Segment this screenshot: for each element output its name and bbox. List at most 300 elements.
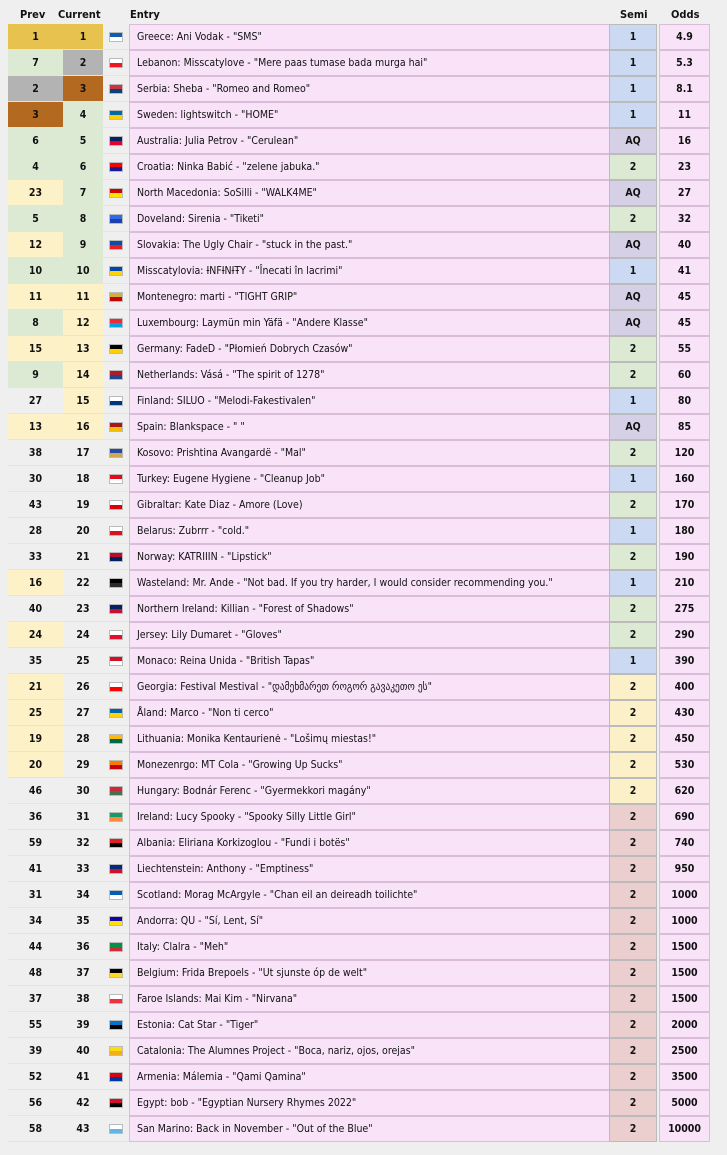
semi-final: 2 (609, 934, 657, 960)
current-rank: 8 (63, 206, 103, 232)
entry-name: Finland: SILUO - "Melodi-Fakestivalen" (129, 388, 611, 414)
prev-rank: 55 (8, 1012, 63, 1038)
flag-icon-image (109, 812, 123, 822)
semi-final: 2 (609, 908, 657, 934)
current-rank: 17 (63, 440, 103, 466)
current-rank: 41 (63, 1064, 103, 1090)
odds-value: 1500 (659, 934, 710, 960)
current-rank: 12 (63, 310, 103, 336)
entry-name: Catalonia: The Alumnes Project - "Boca, nariz, ojos, orejas" (129, 1038, 611, 1064)
entry-name: Doveland: Sirenia - "Tiketi" (129, 206, 611, 232)
header-entry: Entry (130, 8, 160, 21)
prev-rank: 13 (8, 414, 63, 440)
odds-value: 32 (659, 206, 710, 232)
flag-icon (103, 388, 129, 414)
semi-final: 2 (609, 752, 657, 778)
current-rank: 33 (63, 856, 103, 882)
entry-name: Italy: Clalra - "Meh" (129, 934, 611, 960)
entry-name: Netherlands: Vásá - "The spirit of 1278" (129, 362, 611, 388)
entry-name: Jersey: Lily Dumaret - "Gloves" (129, 622, 611, 648)
prev-rank: 31 (8, 882, 63, 908)
flag-icon-image (109, 396, 123, 406)
flag-icon (103, 414, 129, 440)
current-rank: 13 (63, 336, 103, 362)
odds-value: 85 (659, 414, 710, 440)
current-rank: 22 (63, 570, 103, 596)
entry-name: Belarus: Zubrrr - "cold." (129, 518, 611, 544)
odds-value: 430 (659, 700, 710, 726)
semi-final: 2 (609, 1116, 657, 1142)
current-rank: 16 (63, 414, 103, 440)
prev-rank: 40 (8, 596, 63, 622)
entry-name: Germany: FadeD - "Płomień Dobrych Czasów" (129, 336, 611, 362)
flag-icon (103, 648, 129, 674)
prev-rank: 28 (8, 518, 63, 544)
current-rank: 34 (63, 882, 103, 908)
odds-value: 190 (659, 544, 710, 570)
flag-icon-image (109, 682, 123, 692)
flag-icon (103, 336, 129, 362)
semi-final: 2 (609, 674, 657, 700)
odds-value: 55 (659, 336, 710, 362)
prev-rank: 34 (8, 908, 63, 934)
prev-rank: 52 (8, 1064, 63, 1090)
semi-final: 1 (609, 24, 657, 50)
prev-rank: 7 (8, 50, 63, 76)
flag-icon-image (109, 552, 123, 562)
entry-name: Egypt: bob - "Egyptian Nursery Rhymes 2022" (129, 1090, 611, 1116)
entry-name: Croatia: Ninka Babić - "zelene jabuka." (129, 154, 611, 180)
flag-icon-image (109, 760, 123, 770)
flag-icon (103, 128, 129, 154)
semi-final: 2 (609, 804, 657, 830)
entry-name: Northern Ireland: Killian - "Forest of Shadows" (129, 596, 611, 622)
flag-icon-image (109, 656, 123, 666)
prev-rank: 58 (8, 1116, 63, 1142)
flag-icon-image (109, 214, 123, 224)
prev-rank: 5 (8, 206, 63, 232)
flag-icon-image (109, 110, 123, 120)
semi-final: 2 (609, 596, 657, 622)
entry-name: Serbia: Sheba - "Romeo and Romeo" (129, 76, 611, 102)
semi-final: 2 (609, 960, 657, 986)
entry-name: North Macedonia: SoSilli - "WALK4ME" (129, 180, 611, 206)
flag-icon (103, 934, 129, 960)
semi-final: 2 (609, 336, 657, 362)
entry-name: Monaco: Reina Unida - "British Tapas" (129, 648, 611, 674)
odds-value: 290 (659, 622, 710, 648)
current-rank: 26 (63, 674, 103, 700)
current-rank: 37 (63, 960, 103, 986)
prev-rank: 11 (8, 284, 63, 310)
odds-value: 5.3 (659, 50, 710, 76)
odds-value: 5000 (659, 1090, 710, 1116)
flag-icon (103, 1116, 129, 1142)
current-rank: 21 (63, 544, 103, 570)
flag-icon-image (109, 1046, 123, 1056)
flag-icon (103, 440, 129, 466)
prev-rank: 35 (8, 648, 63, 674)
semi-final: 2 (609, 700, 657, 726)
semi-final: 1 (609, 50, 657, 76)
semi-final: 2 (609, 544, 657, 570)
prev-rank: 4 (8, 154, 63, 180)
flag-icon (103, 674, 129, 700)
flag-icon (103, 154, 129, 180)
semi-final: 2 (609, 622, 657, 648)
semi-final: AQ (609, 310, 657, 336)
current-rank: 4 (63, 102, 103, 128)
current-rank: 36 (63, 934, 103, 960)
prev-rank: 20 (8, 752, 63, 778)
odds-value: 11 (659, 102, 710, 128)
odds-value: 530 (659, 752, 710, 778)
entry-name: Greece: Ani Vodak - "SMS" (129, 24, 611, 50)
prev-rank: 10 (8, 258, 63, 284)
prev-rank: 44 (8, 934, 63, 960)
prev-rank: 25 (8, 700, 63, 726)
current-rank: 15 (63, 388, 103, 414)
flag-icon-image (109, 1098, 123, 1108)
entry-name: Andorra: QU - "Sí, Lent, Sí" (129, 908, 611, 934)
entry-name: Estonia: Cat Star - "Tiger" (129, 1012, 611, 1038)
flag-icon (103, 908, 129, 934)
semi-final: AQ (609, 180, 657, 206)
flag-icon-image (109, 266, 123, 276)
odds-value: 740 (659, 830, 710, 856)
flag-icon (103, 544, 129, 570)
entry-name: Hungary: Bodnár Ferenc - "Gyermekkori magány" (129, 778, 611, 804)
entry-name: Armenia: Málemia - "Qami Qamina" (129, 1064, 611, 1090)
prev-rank: 33 (8, 544, 63, 570)
flag-icon (103, 50, 129, 76)
current-rank: 24 (63, 622, 103, 648)
flag-icon-image (109, 864, 123, 874)
prev-rank: 15 (8, 336, 63, 362)
flag-icon-image (109, 1020, 123, 1030)
current-rank: 3 (63, 76, 103, 102)
flag-icon (103, 466, 129, 492)
flag-icon (103, 1090, 129, 1116)
current-rank: 14 (63, 362, 103, 388)
odds-value: 620 (659, 778, 710, 804)
flag-icon-image (109, 916, 123, 926)
entry-name: Albania: Eliriana Korkizoglou - "Fundi i botës" (129, 830, 611, 856)
header-current: Current (58, 8, 101, 21)
flag-icon (103, 804, 129, 830)
semi-final: 2 (609, 154, 657, 180)
semi-final: 2 (609, 206, 657, 232)
flag-icon-image (109, 578, 123, 588)
entry-name: Wasteland: Mr. Ande - "Not bad. If you try harder, I would consider recommending you." (129, 570, 611, 596)
prev-rank: 27 (8, 388, 63, 414)
flag-icon-image (109, 708, 123, 718)
flag-icon-image (109, 84, 123, 94)
current-rank: 43 (63, 1116, 103, 1142)
odds-value: 210 (659, 570, 710, 596)
flag-icon-image (109, 448, 123, 458)
semi-final: 1 (609, 466, 657, 492)
odds-value: 1500 (659, 986, 710, 1012)
odds-value: 2500 (659, 1038, 710, 1064)
semi-final: 1 (609, 570, 657, 596)
odds-value: 8.1 (659, 76, 710, 102)
flag-icon-image (109, 32, 123, 42)
flag-icon (103, 24, 129, 50)
flag-icon (103, 1038, 129, 1064)
current-rank: 30 (63, 778, 103, 804)
entry-name: Montenegro: marti - "TIGHT GRIP" (129, 284, 611, 310)
flag-icon-image (109, 942, 123, 952)
prev-rank: 12 (8, 232, 63, 258)
current-rank: 25 (63, 648, 103, 674)
prev-rank: 19 (8, 726, 63, 752)
prev-rank: 21 (8, 674, 63, 700)
entry-name: Australia: Julia Petrov - "Cerulean" (129, 128, 611, 154)
current-rank: 10 (63, 258, 103, 284)
odds-value: 450 (659, 726, 710, 752)
entry-name: Lebanon: Misscatylove - "Mere paas tumase bada murga hai" (129, 50, 611, 76)
semi-final: 2 (609, 1038, 657, 1064)
odds-value: 1000 (659, 882, 710, 908)
odds-value: 16 (659, 128, 710, 154)
current-rank: 19 (63, 492, 103, 518)
flag-icon-image (109, 838, 123, 848)
flag-icon-image (109, 188, 123, 198)
semi-final: 2 (609, 778, 657, 804)
current-rank: 7 (63, 180, 103, 206)
header-semi: Semi (620, 8, 648, 21)
flag-icon (103, 622, 129, 648)
prev-rank: 36 (8, 804, 63, 830)
flag-icon-image (109, 994, 123, 1004)
entry-name: Sweden: lightswitch - "HOME" (129, 102, 611, 128)
current-rank: 35 (63, 908, 103, 934)
flag-icon-image (109, 240, 123, 250)
flag-icon-image (109, 292, 123, 302)
prev-rank: 3 (8, 102, 63, 128)
semi-final: 2 (609, 726, 657, 752)
semi-final: 1 (609, 258, 657, 284)
odds-value: 275 (659, 596, 710, 622)
header-odds: Odds (671, 8, 700, 21)
flag-icon (103, 102, 129, 128)
odds-value: 950 (659, 856, 710, 882)
flag-icon (103, 232, 129, 258)
current-rank: 31 (63, 804, 103, 830)
flag-icon-image (109, 474, 123, 484)
current-rank: 2 (63, 50, 103, 76)
flag-icon (103, 180, 129, 206)
entry-name: Slovakia: The Ugly Chair - "stuck in the past." (129, 232, 611, 258)
entry-name: Turkey: Eugene Hygiene - "Cleanup Job" (129, 466, 611, 492)
semi-final: 2 (609, 1012, 657, 1038)
flag-icon-image (109, 162, 123, 172)
flag-icon (103, 206, 129, 232)
flag-icon (103, 1064, 129, 1090)
current-rank: 32 (63, 830, 103, 856)
flag-icon-image (109, 786, 123, 796)
semi-final: AQ (609, 232, 657, 258)
entry-name: Åland: Marco - "Non ti cerco" (129, 700, 611, 726)
semi-final: 2 (609, 830, 657, 856)
current-rank: 11 (63, 284, 103, 310)
entry-name: Kosovo: Prishtina Avangardë - "Mal" (129, 440, 611, 466)
semi-final: 1 (609, 518, 657, 544)
current-rank: 39 (63, 1012, 103, 1038)
header-prev: Prev (20, 8, 46, 21)
flag-icon (103, 518, 129, 544)
odds-value: 120 (659, 440, 710, 466)
flag-icon (103, 752, 129, 778)
odds-value: 160 (659, 466, 710, 492)
prev-rank: 41 (8, 856, 63, 882)
flag-icon (103, 284, 129, 310)
odds-value: 45 (659, 310, 710, 336)
entry-name: Norway: KATRIIIN - "Lipstick" (129, 544, 611, 570)
prev-rank: 30 (8, 466, 63, 492)
flag-icon-image (109, 734, 123, 744)
semi-final: 1 (609, 76, 657, 102)
odds-value: 3500 (659, 1064, 710, 1090)
semi-final: AQ (609, 128, 657, 154)
entry-name: Belgium: Frida Brepoels - "Ut sjunste óp de welt" (129, 960, 611, 986)
entry-name: San Marino: Back in November - "Out of the Blue" (129, 1116, 611, 1142)
prev-rank: 56 (8, 1090, 63, 1116)
odds-value: 180 (659, 518, 710, 544)
prev-rank: 46 (8, 778, 63, 804)
flag-icon (103, 258, 129, 284)
prev-rank: 23 (8, 180, 63, 206)
prev-rank: 9 (8, 362, 63, 388)
prev-rank: 1 (8, 24, 63, 50)
prev-rank: 38 (8, 440, 63, 466)
flag-icon-image (109, 526, 123, 536)
prev-rank: 16 (8, 570, 63, 596)
odds-value: 170 (659, 492, 710, 518)
flag-icon (103, 700, 129, 726)
odds-value: 23 (659, 154, 710, 180)
odds-value: 60 (659, 362, 710, 388)
odds-value: 45 (659, 284, 710, 310)
current-rank: 38 (63, 986, 103, 1012)
semi-final: 2 (609, 362, 657, 388)
semi-final: 2 (609, 1090, 657, 1116)
flag-icon-image (109, 1124, 123, 1134)
prev-rank: 8 (8, 310, 63, 336)
entry-name: Monezenrgo: MT Cola - "Growing Up Sucks" (129, 752, 611, 778)
current-rank: 20 (63, 518, 103, 544)
prev-rank: 48 (8, 960, 63, 986)
odds-value: 390 (659, 648, 710, 674)
semi-final: 2 (609, 986, 657, 1012)
prev-rank: 39 (8, 1038, 63, 1064)
current-rank: 18 (63, 466, 103, 492)
current-rank: 1 (63, 24, 103, 50)
prev-rank: 24 (8, 622, 63, 648)
odds-value: 400 (659, 674, 710, 700)
entry-name: Spain: Blankspace - " " (129, 414, 611, 440)
flag-icon (103, 986, 129, 1012)
odds-value: 27 (659, 180, 710, 206)
current-rank: 28 (63, 726, 103, 752)
entry-name: Gibraltar: Kate Diaz - Amore (Love) (129, 492, 611, 518)
flag-icon (103, 960, 129, 986)
semi-final: 1 (609, 648, 657, 674)
prev-rank: 2 (8, 76, 63, 102)
prev-rank: 59 (8, 830, 63, 856)
semi-final: AQ (609, 414, 657, 440)
flag-icon-image (109, 318, 123, 328)
current-rank: 23 (63, 596, 103, 622)
flag-icon (103, 1012, 129, 1038)
entry-name: Georgia: Festival Mestival - "დამეხმარეთ როგორ გავაკეთო ეს" (129, 674, 611, 700)
flag-icon-image (109, 630, 123, 640)
flag-icon (103, 76, 129, 102)
entry-name: Ireland: Lucy Spooky - "Spooky Silly Little Girl" (129, 804, 611, 830)
current-rank: 40 (63, 1038, 103, 1064)
current-rank: 6 (63, 154, 103, 180)
odds-value: 1500 (659, 960, 710, 986)
prev-rank: 43 (8, 492, 63, 518)
entry-name: Scotland: Morag McArgyle - "Chan eil an deireadh toilichte" (129, 882, 611, 908)
semi-final: 1 (609, 102, 657, 128)
current-rank: 5 (63, 128, 103, 154)
odds-value: 41 (659, 258, 710, 284)
flag-icon (103, 570, 129, 596)
flag-icon (103, 726, 129, 752)
semi-final: 2 (609, 856, 657, 882)
flag-icon-image (109, 58, 123, 68)
flag-icon (103, 856, 129, 882)
semi-final: 2 (609, 492, 657, 518)
semi-final: AQ (609, 284, 657, 310)
flag-icon-image (109, 968, 123, 978)
odds-value: 1000 (659, 908, 710, 934)
entry-name: Liechtenstein: Anthony - "Emptiness" (129, 856, 611, 882)
flag-icon (103, 882, 129, 908)
odds-value: 10000 (659, 1116, 710, 1142)
flag-icon (103, 362, 129, 388)
odds-value: 40 (659, 232, 710, 258)
flag-icon-image (109, 1072, 123, 1082)
odds-value: 80 (659, 388, 710, 414)
entry-name: Lithuania: Monika Kentaurienė - "Lošimų miestas!" (129, 726, 611, 752)
flag-icon (103, 830, 129, 856)
prev-rank: 37 (8, 986, 63, 1012)
semi-final: 2 (609, 1064, 657, 1090)
semi-final: 2 (609, 440, 657, 466)
odds-value: 4.9 (659, 24, 710, 50)
flag-icon-image (109, 604, 123, 614)
entry-name: Misscatylovia: ƗNFƗNƗŦY - "Înecati în lacrimi" (129, 258, 611, 284)
flag-icon (103, 310, 129, 336)
current-rank: 27 (63, 700, 103, 726)
flag-icon (103, 778, 129, 804)
semi-final: 2 (609, 882, 657, 908)
current-rank: 29 (63, 752, 103, 778)
entry-name: Luxembourg: Laymün min Yäfä - "Andere Klasse" (129, 310, 611, 336)
odds-value: 690 (659, 804, 710, 830)
flag-icon-image (109, 136, 123, 146)
entry-name: Faroe Islands: Mai Kim - "Nirvana" (129, 986, 611, 1012)
flag-icon-image (109, 422, 123, 432)
flag-icon-image (109, 890, 123, 900)
flag-icon-image (109, 370, 123, 380)
flag-icon (103, 596, 129, 622)
flag-icon (103, 492, 129, 518)
flag-icon-image (109, 500, 123, 510)
